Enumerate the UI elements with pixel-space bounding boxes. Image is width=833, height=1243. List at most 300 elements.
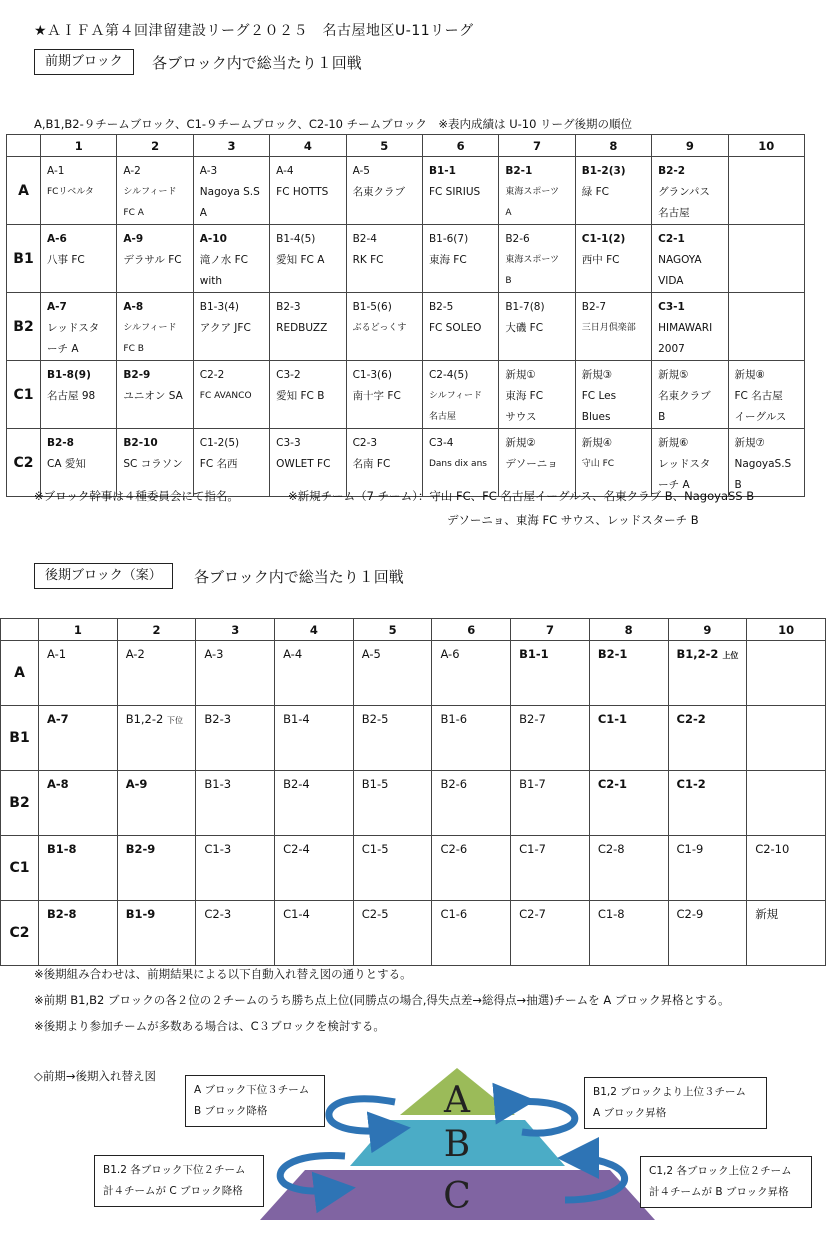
team-cell <box>499 429 575 497</box>
table-row <box>1 706 826 771</box>
slot-code: B2-4 <box>283 777 310 791</box>
team-name: RK FC <box>352 254 384 266</box>
slot-cell <box>589 836 668 901</box>
callout-a-demote-line2: B ブロック降格 <box>194 1105 268 1117</box>
slot-code: B2-3 <box>204 712 232 726</box>
team-name: 八事 FC <box>47 254 85 266</box>
team-cell <box>193 157 269 225</box>
slot-subnote: 上位 <box>722 651 739 660</box>
team-name: 2007 <box>658 343 685 355</box>
slot-code: B1,2-2 <box>125 712 164 726</box>
team-name: レッドスタ <box>658 458 711 470</box>
slot-code: 新規⑥ <box>658 437 689 449</box>
slot-code: B1-4(5) <box>276 233 316 245</box>
team-name: B <box>734 479 742 491</box>
team-cell <box>575 429 651 497</box>
slot-cell <box>117 771 196 836</box>
slot-cell <box>747 901 826 966</box>
table-row <box>7 429 805 497</box>
team-cell <box>652 157 728 225</box>
callout-a-demote-line1: A ブロック下位３チーム <box>194 1084 310 1096</box>
slot-code: C2-6 <box>440 842 468 856</box>
slot-cell <box>511 771 590 836</box>
row-header: C1 <box>1 836 39 901</box>
team-name: 愛知 FC B <box>276 390 325 402</box>
slot-cell <box>39 706 118 771</box>
team-name: A <box>505 208 512 218</box>
slot-cell <box>668 641 747 706</box>
slot-code: B1-1 <box>428 165 456 177</box>
row-header: C1 <box>7 361 41 429</box>
slot-cell <box>353 706 432 771</box>
team-name: シルフィード <box>123 323 177 333</box>
slot-code: A-4 <box>276 165 294 177</box>
slot-code: 新規① <box>505 369 536 381</box>
team-cell <box>652 429 728 497</box>
footnote-new-teams-cont: デソーニョ、東海 FC サウス、レッドスターチ B <box>447 513 699 527</box>
team-name: 名古屋 <box>658 207 690 219</box>
team-name: FC Les <box>581 390 617 402</box>
slot-cell <box>275 901 354 966</box>
column-header: 2 <box>117 135 193 157</box>
slot-cell <box>668 771 747 836</box>
column-header: 2 <box>117 619 196 641</box>
team-name: 守山 FC <box>581 459 615 469</box>
callout-b-promote-line2: 計４チームが B ブロック昇格 <box>649 1186 789 1198</box>
slot-code: C2-9 <box>676 907 704 921</box>
slot-cell <box>747 706 826 771</box>
slot-cell <box>668 901 747 966</box>
tier-b-label: B <box>443 1124 471 1165</box>
second-half-label: 後期ブロック（案） <box>34 563 173 589</box>
team-name: アクア JFC <box>199 322 251 334</box>
slot-code: C1-1 <box>597 712 628 726</box>
slot-code: B1-8(9) <box>47 369 91 381</box>
slot-cell <box>589 641 668 706</box>
team-cell <box>346 225 422 293</box>
slot-code: C1-2(5) <box>199 437 240 449</box>
team-name: NagoyaS.S <box>734 458 792 470</box>
team-name: ユニオン SA <box>123 390 183 402</box>
team-name: OWLET FC <box>276 458 331 470</box>
note-auto-swap: ※後期組み合わせは、前期結果による以下自動入れ替え図の通りとする。 <box>34 967 412 981</box>
slot-code: A-5 <box>352 165 370 177</box>
slot-code: A-3 <box>204 647 224 661</box>
team-cell <box>117 361 193 429</box>
team-name: 名東クラブ <box>352 186 406 198</box>
slot-code: B1-8 <box>47 842 77 856</box>
table-row <box>7 293 805 361</box>
team-cell <box>728 429 804 497</box>
slot-code: C2-1 <box>658 233 685 245</box>
table-row <box>7 157 805 225</box>
team-cell <box>193 293 269 361</box>
slot-code: C3-4 <box>428 437 454 449</box>
slot-code: C2-8 <box>597 842 625 856</box>
slot-code: C2-3 <box>352 437 378 449</box>
team-name: 滝ノ水 FC <box>199 254 248 266</box>
team-name: NAGOYA <box>658 254 702 266</box>
slot-cell <box>668 706 747 771</box>
diagram-title: ◇前期→後期入れ替え図 <box>34 1069 156 1083</box>
row-header: A <box>7 157 41 225</box>
slot-code: B1-6(7) <box>428 233 469 245</box>
column-header: 7 <box>499 135 575 157</box>
row-header: B1 <box>7 225 41 293</box>
team-name: 名古屋 98 <box>47 390 96 402</box>
team-cell <box>117 157 193 225</box>
slot-cell <box>39 771 118 836</box>
team-name: イーグルス <box>734 411 787 423</box>
team-cell <box>422 225 498 293</box>
slot-code: B2-8 <box>47 437 74 449</box>
team-name: FC HOTTS <box>276 186 329 198</box>
footnote-new-teams: ※新規チーム（7 チーム）：守山 FC、FC 名古屋イーグルス、名東クラブ B、NagoyaSS B <box>288 489 755 503</box>
callout-a-promote <box>584 1077 767 1129</box>
team-cell <box>346 293 422 361</box>
slot-code: C1-3(6) <box>352 369 392 381</box>
slot-cell <box>196 641 275 706</box>
team-name: FC SIRIUS <box>428 186 481 198</box>
column-header: 10 <box>728 135 804 157</box>
first-half-note: A,B1,B2-９チームブロック、C1-９チームブロック、C2-10 チームブロック ※表内成績は U-10 リーグ後期の順位 <box>34 117 633 131</box>
corner-cell <box>1 619 39 641</box>
slot-code: 新規④ <box>581 437 613 449</box>
team-cell <box>575 157 651 225</box>
team-cell <box>193 225 269 293</box>
slot-cell <box>353 901 432 966</box>
team-name: FC AVANCO <box>199 391 252 401</box>
column-header: 3 <box>193 135 269 157</box>
slot-code: C2-10 <box>755 842 790 856</box>
slot-subnote: 下位 <box>167 716 183 725</box>
callout-a-promote-line2: A ブロック昇格 <box>593 1107 667 1119</box>
team-cell <box>499 225 575 293</box>
slot-cell <box>432 901 511 966</box>
team-cell <box>422 157 498 225</box>
team-name: 緑 FC <box>581 186 609 198</box>
slot-code: B1-5(6) <box>352 301 392 313</box>
column-header: 9 <box>668 619 747 641</box>
team-cell <box>117 429 193 497</box>
slot-cell <box>747 771 826 836</box>
team-cell <box>270 429 346 497</box>
slot-code: B1-2(3) <box>581 165 626 177</box>
team-cell <box>270 361 346 429</box>
slot-code: B1-3(4) <box>199 301 240 313</box>
team-cell <box>575 361 651 429</box>
slot-cell <box>668 836 747 901</box>
slot-cell <box>432 706 511 771</box>
column-header: 8 <box>589 619 668 641</box>
slot-cell <box>511 641 590 706</box>
slot-code: B1-4 <box>283 712 310 726</box>
team-name: A <box>199 207 207 219</box>
team-name: 東海スポーツ <box>505 255 559 265</box>
slot-code: B1-5 <box>361 777 389 791</box>
team-name: グランパス <box>658 186 710 198</box>
slot-code: C1-8 <box>597 907 625 921</box>
slot-code: B2-1 <box>597 647 628 661</box>
slot-code: C2-2 <box>676 712 706 726</box>
team-cell <box>41 361 117 429</box>
column-header: 4 <box>275 619 354 641</box>
row-header: C2 <box>1 901 39 966</box>
slot-cell <box>275 836 354 901</box>
slot-code: A-9 <box>125 777 148 791</box>
slot-cell <box>353 641 432 706</box>
team-cell <box>422 293 498 361</box>
corner-cell <box>7 135 41 157</box>
team-name: 愛知 FC A <box>276 254 325 266</box>
column-header: 8 <box>575 135 651 157</box>
slot-code: C3-1 <box>658 301 685 313</box>
slot-code: C1-6 <box>440 907 468 921</box>
first-half-table <box>6 134 805 497</box>
footnote-committee: ※ブロック幹事は４種委員会にて指名。 <box>34 489 239 503</box>
slot-code: B2-2 <box>658 165 686 177</box>
team-name: FC B <box>123 344 144 354</box>
team-name: レッドスタ <box>47 322 100 334</box>
slot-cell <box>39 641 118 706</box>
team-cell <box>728 361 804 429</box>
team-cell <box>41 293 117 361</box>
slot-cell <box>39 901 118 966</box>
team-name: ぶるどっくす <box>352 323 407 333</box>
team-name: ーチ A <box>658 479 690 491</box>
slot-code: 新規② <box>505 437 536 449</box>
callout-c-demote-line2: 計４チームが C ブロック降格 <box>103 1185 243 1197</box>
team-cell <box>117 225 193 293</box>
slot-code: C3-2 <box>276 369 301 381</box>
team-name: REDBUZZ <box>276 322 328 334</box>
slot-code: B2-9 <box>123 369 151 381</box>
note-c3-block: ※後期より参加チームが多数ある場合は、C３ブロックを検討する。 <box>34 1019 385 1033</box>
slot-code: 新規⑦ <box>734 437 765 449</box>
team-name: デソーニョ <box>505 458 558 470</box>
team-name: 東海 FC <box>428 254 467 266</box>
row-header: C2 <box>7 429 41 497</box>
team-cell <box>499 157 575 225</box>
slot-code: A-2 <box>125 647 145 661</box>
slot-code: A-6 <box>47 233 67 245</box>
column-header: 5 <box>353 619 432 641</box>
team-name: 南十字 FC <box>352 390 401 402</box>
slot-cell <box>196 771 275 836</box>
column-header: 6 <box>422 135 498 157</box>
slot-cell <box>511 901 590 966</box>
slot-cell <box>275 771 354 836</box>
team-cell <box>575 293 651 361</box>
team-cell <box>41 225 117 293</box>
slot-cell <box>747 641 826 706</box>
team-name: 名古屋 <box>428 412 456 422</box>
callout-b-promote <box>640 1156 812 1208</box>
slot-code: C1-5 <box>361 842 389 856</box>
slot-code: B2-5 <box>361 712 389 726</box>
slot-code: 新規③ <box>581 369 613 381</box>
slot-cell <box>196 901 275 966</box>
team-cell <box>270 157 346 225</box>
slot-code: B1-3 <box>204 777 232 791</box>
slot-code: C1-7 <box>519 842 546 856</box>
slot-code: C2-7 <box>519 907 546 921</box>
team-name: Dans dix ans <box>428 459 487 469</box>
team-cell <box>346 429 422 497</box>
slot-code: B1-7 <box>519 777 546 791</box>
slot-cell <box>589 901 668 966</box>
slot-code: B2-5 <box>428 301 454 313</box>
second-half-desc: 各ブロック内で総当たり１回戦 <box>194 568 404 586</box>
team-name: VIDA <box>658 275 684 287</box>
row-header: B1 <box>1 706 39 771</box>
team-cell <box>270 293 346 361</box>
slot-code: B1,2-2 <box>676 647 719 661</box>
slot-cell <box>589 771 668 836</box>
slot-code: 新規⑤ <box>658 369 689 381</box>
team-cell <box>346 157 422 225</box>
team-cell <box>117 293 193 361</box>
team-name: サウス <box>505 411 537 423</box>
slot-code: C2-4 <box>283 842 310 856</box>
slot-cell <box>747 836 826 901</box>
slot-cell <box>511 836 590 901</box>
team-name: シルフィード <box>123 187 177 197</box>
slot-code: A-1 <box>47 165 65 177</box>
callout-a-promote-line1: B1,2 ブロックより上位３チーム <box>593 1086 747 1098</box>
slot-code: B2-6 <box>505 233 530 245</box>
table-row <box>1 836 826 901</box>
slot-code: B2-4 <box>352 233 377 245</box>
team-cell <box>652 293 728 361</box>
slot-code: B2-7 <box>519 712 546 726</box>
slot-cell <box>196 706 275 771</box>
team-name: 西中 FC <box>581 254 620 266</box>
slot-code: B1-6 <box>440 712 468 726</box>
team-name: 名東クラブ <box>658 390 711 402</box>
slot-code: A-5 <box>361 647 381 661</box>
slot-code: A-7 <box>47 712 69 726</box>
team-name: FC 名古屋 <box>734 390 783 402</box>
slot-code: C1-4 <box>283 907 310 921</box>
slot-code: C2-2 <box>199 369 225 381</box>
first-half-label: 前期ブロック <box>34 49 134 75</box>
callout-b-promote-line1: C1,2 各ブロック上位２チーム <box>649 1165 792 1177</box>
team-name: FC SOLEO <box>428 322 482 334</box>
slot-cell <box>117 641 196 706</box>
slot-cell <box>196 836 275 901</box>
column-header: 10 <box>747 619 826 641</box>
team-name: FCリベルタ <box>47 187 94 197</box>
slot-cell <box>432 641 511 706</box>
slot-cell <box>511 706 590 771</box>
team-name: FC A <box>123 208 144 218</box>
slot-code: 新規 <box>755 907 779 921</box>
team-cell <box>41 429 117 497</box>
slot-code: B2-7 <box>581 301 607 313</box>
note-promotion-rule: ※前期 B1,B2 ブロックの各２位の２チームのうち勝ち点上位(同勝点の場合,得失点差→総得点→抽選)チームを A ブロック昇格とする。 <box>34 993 730 1007</box>
team-cell <box>41 157 117 225</box>
team-name: 東海スポーツ <box>505 187 559 197</box>
slot-code: A-10 <box>199 233 227 245</box>
slot-code: B2-6 <box>440 777 468 791</box>
team-cell <box>270 225 346 293</box>
slot-code: A-2 <box>123 165 141 177</box>
slot-code: A-8 <box>47 777 69 791</box>
slot-code: C1-1(2) <box>581 233 626 245</box>
team-name: B <box>658 411 666 423</box>
team-name: with <box>199 275 223 287</box>
slot-cell <box>432 836 511 901</box>
slot-cell <box>589 706 668 771</box>
team-cell <box>499 361 575 429</box>
team-cell <box>499 293 575 361</box>
slot-code: B2-3 <box>276 301 301 313</box>
tier-a-label: A <box>444 1080 470 1121</box>
team-name: ーチ A <box>47 343 79 355</box>
table-row <box>7 361 805 429</box>
column-header: 5 <box>346 135 422 157</box>
slot-cell <box>117 836 196 901</box>
team-cell <box>652 225 728 293</box>
slot-code: B1-9 <box>125 907 156 921</box>
first-half-desc: 各ブロック内で総当たり１回戦 <box>152 54 362 72</box>
slot-cell <box>275 641 354 706</box>
team-name: シルフィード <box>428 391 483 401</box>
team-cell <box>193 429 269 497</box>
team-name: 名南 FC <box>352 458 391 470</box>
slot-cell <box>117 901 196 966</box>
slot-code: C3-3 <box>276 437 301 449</box>
slot-cell <box>117 706 196 771</box>
slot-cell <box>353 836 432 901</box>
team-name: SC コラソン <box>123 458 183 470</box>
slot-cell <box>353 771 432 836</box>
slot-code: A-1 <box>47 647 67 661</box>
callout-c-demote-line1: B1.2 各ブロック下位２チーム <box>103 1164 246 1176</box>
team-name: 三日月倶楽部 <box>581 323 636 333</box>
page-title: ★ＡＩＦＡ第４回津留建設リーグ２０２５ 名古屋地区U-11リーグ <box>34 23 474 39</box>
slot-code: C1-3 <box>204 842 232 856</box>
slot-code: B2-8 <box>47 907 77 921</box>
row-header: B2 <box>7 293 41 361</box>
slot-cell <box>432 771 511 836</box>
slot-cell <box>39 836 118 901</box>
column-header: 9 <box>652 135 728 157</box>
team-name: FC 名西 <box>199 458 238 470</box>
team-cell <box>575 225 651 293</box>
team-name: CA 愛知 <box>47 458 86 470</box>
team-cell <box>422 429 498 497</box>
slot-code: C1-2 <box>676 777 706 791</box>
team-name: デラサル FC <box>123 254 182 266</box>
slot-code: B2-1 <box>505 165 533 177</box>
slot-code: B2-9 <box>125 842 156 856</box>
team-name: 東海 FC <box>505 390 544 402</box>
slot-code: A-9 <box>123 233 144 245</box>
column-header: 3 <box>196 619 275 641</box>
slot-code: A-6 <box>440 647 460 661</box>
slot-code: C1-9 <box>676 842 704 856</box>
team-cell <box>728 293 804 361</box>
second-half-table <box>0 618 826 966</box>
slot-code: C2-3 <box>204 907 232 921</box>
team-cell <box>422 361 498 429</box>
team-cell <box>193 361 269 429</box>
team-name: HIMAWARI <box>658 322 713 334</box>
column-header: 7 <box>511 619 590 641</box>
slot-cell <box>275 706 354 771</box>
